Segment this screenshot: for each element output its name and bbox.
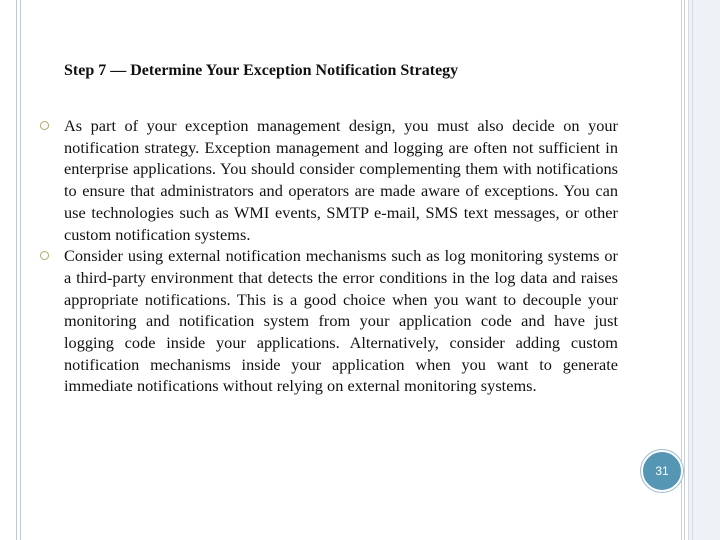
list-item xyxy=(40,115,618,245)
page-number-badge: 31 xyxy=(641,450,683,492)
right-border-line xyxy=(681,0,682,540)
left-border-line-outer xyxy=(16,0,17,540)
bullet-text: Consider using external notification mechanisms such as log monitoring systems or a third-party environment that detects the error conditions in the log data and raises appropriate notifications. This is a good choice when you want to decouple your monitoring and notification system from your application code and have just logging code inside your applications. Alternatively, consider adding custom notification mechanisms inside your application when you want to generate immediate notifications without relying on external monitoring systems. xyxy=(64,246,618,396)
list-item xyxy=(40,245,618,397)
bullet-circle-icon xyxy=(40,251,49,260)
left-border-line-inner xyxy=(20,0,21,540)
bullet-circle-icon xyxy=(40,121,49,130)
slide-title: Step 7 — Determine Your Exception Notification Strategy xyxy=(64,62,459,79)
bullet-text: As part of your exception management design, you must also decide on your notification strategy. Exception management and logging are often not sufficient in enterprise applications. You should consider complementing them with notifications to ensure that administrators and operators are made aware of exceptions. You can use technologies such as WMI events, SMTP e-mail, SMS text messages, or other custom notification systems. xyxy=(64,116,618,244)
bullet-list xyxy=(40,115,618,397)
right-border-line xyxy=(684,0,685,540)
right-border-line xyxy=(692,0,693,540)
